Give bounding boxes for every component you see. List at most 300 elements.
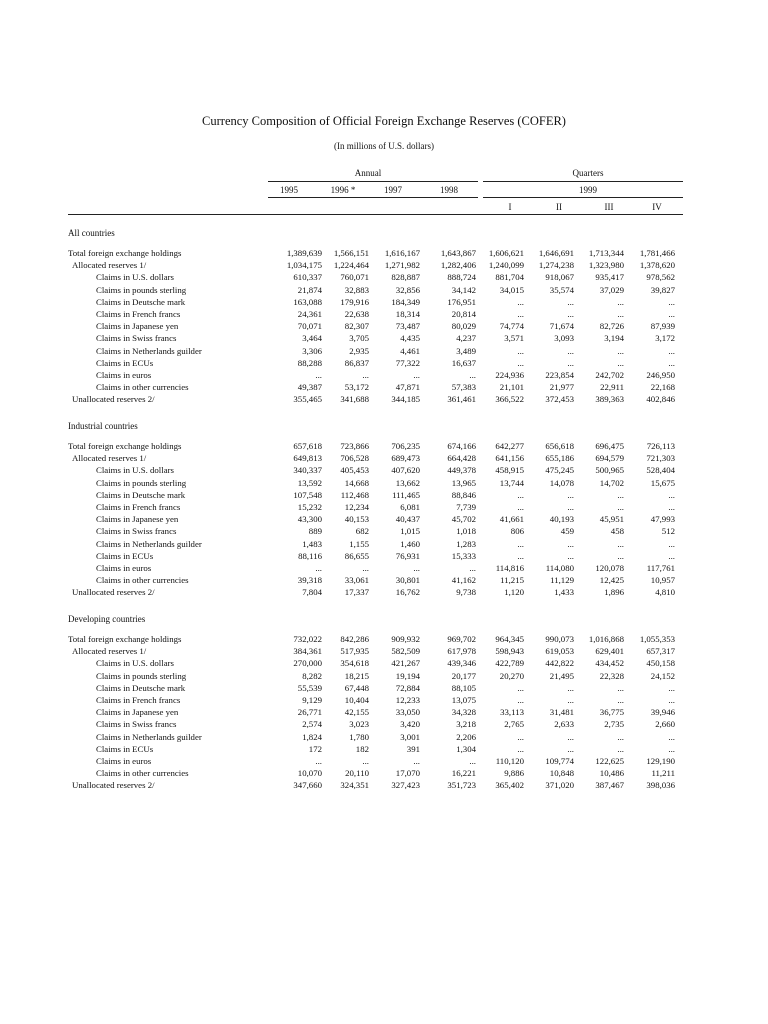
table-row: [68, 441, 683, 453]
row-label: Total foreign exchange holdings: [68, 634, 182, 644]
table-cell: 909,932: [391, 634, 420, 644]
table-cell: ...: [362, 756, 369, 766]
row-label: Claims in Netherlands guilder: [96, 538, 202, 549]
table-cell: ...: [617, 731, 624, 742]
table-cell: ...: [668, 309, 675, 319]
table-cell: 31,481: [549, 707, 574, 718]
table-cell: 2,660: [655, 719, 675, 730]
table-cell: 449,378: [447, 465, 476, 476]
table-cell: 37,029: [599, 284, 624, 295]
table-row: [68, 658, 683, 670]
table-cell: 176,951: [447, 296, 476, 307]
table-cell: 20,270: [499, 670, 524, 681]
table-cell: 1,283: [456, 538, 476, 549]
table-cell: 655,186: [545, 453, 574, 464]
table-cell: ...: [567, 357, 574, 368]
table-cell: 109,774: [545, 756, 574, 766]
table-cell: 629,401: [595, 646, 624, 657]
table-cell: ...: [315, 756, 322, 766]
table-cell: ...: [567, 695, 574, 705]
table-cell: ...: [668, 550, 675, 561]
table-cell: 458,915: [495, 465, 524, 476]
table-cell: 372,453: [545, 394, 574, 405]
table-cell: 341,688: [340, 394, 369, 405]
table-cell: ...: [567, 296, 574, 307]
table-cell: 246,950: [646, 370, 675, 380]
table-cell: 82,307: [344, 321, 369, 332]
table-cell: 978,562: [646, 272, 675, 283]
table-cell: 1,896: [604, 587, 624, 598]
row-label: Claims in Japanese yen: [96, 514, 179, 525]
table-row: [68, 707, 683, 719]
quarter-iv: IV: [652, 202, 662, 212]
section-title: All countries: [68, 228, 115, 238]
table-cell: 1,780: [349, 731, 369, 742]
table-cell: ...: [469, 756, 476, 766]
table-cell: 15,333: [451, 550, 476, 561]
table-cell: 22,168: [650, 382, 675, 393]
table-cell: 1,240,099: [488, 260, 524, 271]
table-cell: 33,050: [395, 707, 420, 718]
row-label: Claims in Swiss francs: [96, 526, 177, 537]
row-label: Claims in Japanese yen: [96, 707, 179, 718]
table-cell: 40,153: [344, 514, 369, 525]
quarters-rule: [483, 181, 683, 182]
table-cell: 20,814: [451, 309, 476, 319]
table-cell: 2,765: [504, 719, 524, 730]
table-cell: ...: [668, 502, 675, 512]
table-cell: 9,886: [504, 768, 524, 779]
table-row: [68, 756, 683, 768]
table-cell: 14,078: [549, 477, 574, 488]
table-cell: 2,633: [554, 719, 574, 730]
table-cell: 1,616,167: [384, 248, 420, 258]
table-row: [68, 551, 683, 563]
table-cell: 723,866: [340, 441, 369, 451]
table-cell: 40,193: [549, 514, 574, 525]
row-label: Allocated reserves 1/: [72, 453, 147, 464]
table-cell: 242,702: [595, 370, 624, 380]
table-cell: ...: [567, 550, 574, 561]
table-cell: 696,475: [595, 441, 624, 451]
table-cell: 17,070: [395, 768, 420, 779]
table-cell: 12,233: [395, 695, 420, 705]
row-label: Allocated reserves 1/: [72, 646, 147, 657]
table-cell: 129,190: [646, 756, 675, 766]
table-cell: 16,221: [451, 768, 476, 779]
table-cell: 8,282: [302, 670, 322, 681]
table-cell: 34,328: [451, 707, 476, 718]
table-cell: 22,911: [600, 382, 624, 393]
table-cell: 721,303: [646, 453, 675, 464]
table-cell: 1,120: [504, 587, 524, 598]
table-cell: 88,846: [451, 489, 476, 500]
section-title: Industrial countries: [68, 421, 138, 431]
table-cell: 20,177: [451, 670, 476, 681]
table-cell: 407,620: [391, 465, 420, 476]
table-row: [68, 526, 683, 538]
table-cell: 7,739: [456, 502, 476, 512]
table-cell: 55,539: [297, 682, 322, 693]
table-cell: 72,884: [395, 682, 420, 693]
table-cell: 355,465: [293, 394, 322, 405]
table-cell: 500,965: [595, 465, 624, 476]
table-cell: 18,314: [395, 309, 420, 319]
table-cell: 120,078: [595, 563, 624, 573]
table-cell: ...: [315, 370, 322, 380]
table-cell: 1,282,406: [440, 260, 476, 271]
table-cell: 610,337: [293, 272, 322, 283]
table-cell: 365,402: [495, 780, 524, 791]
table-cell: 405,453: [340, 465, 369, 476]
table-row: [68, 539, 683, 551]
table-cell: ...: [517, 731, 524, 742]
table-cell: ...: [617, 502, 624, 512]
row-label: Claims in other currencies: [96, 575, 189, 586]
table-cell: 2,206: [456, 731, 476, 742]
table-cell: 11,215: [500, 575, 524, 586]
table-cell: 1,433: [554, 587, 574, 598]
table-cell: 327,423: [391, 780, 420, 791]
row-label: Unallocated reserves 2/: [72, 587, 155, 598]
row-label: Claims in Deutsche mark: [96, 489, 186, 500]
table-cell: 67,448: [344, 682, 369, 693]
table-cell: 53,172: [344, 382, 369, 393]
table-row: [68, 514, 683, 526]
row-label: Claims in French francs: [96, 309, 181, 319]
table-cell: 21,495: [549, 670, 574, 681]
table-cell: 918,067: [545, 272, 574, 283]
table-cell: 3,172: [655, 333, 675, 344]
table-cell: 32,883: [344, 284, 369, 295]
row-label: Claims in U.S. dollars: [96, 465, 174, 476]
table-cell: 17,337: [344, 587, 369, 598]
table-cell: 732,022: [293, 634, 322, 644]
year-1995: 1995: [280, 185, 298, 195]
table-cell: ...: [668, 682, 675, 693]
table-row: [68, 465, 683, 477]
table-cell: 21,874: [297, 284, 322, 295]
table-cell: ...: [517, 743, 524, 754]
table-row: [68, 634, 683, 646]
table-cell: ...: [413, 756, 420, 766]
table-cell: 889: [308, 526, 322, 537]
table-cell: ...: [617, 538, 624, 549]
table-cell: 36,775: [599, 707, 624, 718]
table-cell: 34,015: [499, 284, 524, 295]
table-cell: ...: [517, 489, 524, 500]
row-label: Claims in euros: [96, 370, 152, 380]
table-row: [68, 563, 683, 575]
table-cell: 163,088: [293, 296, 322, 307]
table-cell: 1,483: [302, 538, 322, 549]
table-cell: 421,267: [391, 658, 420, 669]
table-cell: ...: [617, 309, 624, 319]
table-cell: 10,848: [549, 768, 574, 779]
table-row: [68, 683, 683, 695]
table-cell: 689,473: [391, 453, 420, 464]
table-cell: 2,735: [604, 719, 624, 730]
table-cell: 24,152: [650, 670, 675, 681]
table-row: [68, 671, 683, 683]
table-cell: 9,738: [456, 587, 476, 598]
table-cell: 114,816: [495, 563, 524, 573]
table-cell: 42,155: [344, 707, 369, 718]
table-cell: 642,277: [495, 441, 524, 451]
table-cell: 14,702: [599, 477, 624, 488]
row-label: Total foreign exchange holdings: [68, 441, 182, 451]
table-cell: ...: [517, 357, 524, 368]
table-cell: 224,936: [495, 370, 524, 380]
table-cell: 475,245: [545, 465, 574, 476]
table-cell: 26,771: [297, 707, 322, 718]
row-label: Claims in Netherlands guilder: [96, 731, 202, 742]
table-cell: 10,070: [297, 768, 322, 779]
table-cell: 39,946: [650, 707, 675, 718]
table-cell: 43,300: [297, 514, 322, 525]
table-cell: 649,813: [293, 453, 322, 464]
table-cell: 1,460: [400, 538, 420, 549]
table-cell: 1,646,691: [538, 248, 574, 258]
row-label: Claims in Deutsche mark: [96, 296, 186, 307]
table-row: [68, 333, 683, 345]
table-cell: ...: [469, 370, 476, 380]
table-cell: 1,323,980: [588, 260, 624, 271]
table-cell: 10,486: [599, 768, 624, 779]
table-cell: 110,120: [495, 756, 524, 766]
table-cell: 964,345: [495, 634, 524, 644]
table-cell: 111,465: [392, 489, 420, 500]
table-cell: 4,461: [400, 345, 420, 356]
table-cell: 1,606,621: [488, 248, 524, 258]
table-cell: 4,237: [456, 333, 476, 344]
table-cell: 13,662: [395, 477, 420, 488]
table-cell: 22,638: [344, 309, 369, 319]
table-cell: ...: [567, 682, 574, 693]
table-cell: 3,093: [554, 333, 574, 344]
table-row: [68, 768, 683, 780]
table-row: [68, 297, 683, 309]
table-row: [68, 780, 683, 792]
table-cell: 1,224,464: [333, 260, 369, 271]
table-cell: 15,675: [650, 477, 675, 488]
table-cell: 15,232: [297, 502, 322, 512]
table-cell: 39,318: [297, 575, 322, 586]
table-cell: 458: [610, 526, 624, 537]
table-cell: 422,789: [495, 658, 524, 669]
table-cell: 1,389,639: [286, 248, 322, 258]
table-cell: ...: [617, 489, 624, 500]
annual-rule: [268, 181, 478, 182]
table-cell: 694,579: [595, 453, 624, 464]
table-cell: 726,113: [646, 441, 675, 451]
table-cell: 617,978: [447, 646, 476, 657]
table-cell: 706,528: [340, 453, 369, 464]
table-cell: 657,317: [646, 646, 675, 657]
table-cell: 112,468: [340, 489, 369, 500]
table-cell: 935,417: [595, 272, 624, 283]
table-cell: ...: [617, 695, 624, 705]
table-cell: ...: [668, 489, 675, 500]
table-row: [68, 321, 683, 333]
table-cell: 1,271,982: [384, 260, 420, 271]
table-cell: 1,018: [456, 526, 476, 537]
table-cell: 3,023: [349, 719, 369, 730]
table-cell: 582,509: [391, 646, 420, 657]
table-cell: 398,036: [646, 780, 675, 791]
table-row: [68, 382, 683, 394]
table-cell: 3,571: [504, 333, 524, 344]
years-rule: [268, 197, 478, 198]
table-cell: ...: [668, 743, 675, 754]
table-cell: 18,215: [344, 670, 369, 681]
table-cell: ...: [517, 296, 524, 307]
table-cell: 1,015: [400, 526, 420, 537]
table-cell: 270,000: [293, 658, 322, 669]
row-label: Claims in ECUs: [96, 550, 154, 561]
table-cell: 45,702: [451, 514, 476, 525]
table-cell: 47,993: [650, 514, 675, 525]
table-cell: ...: [567, 309, 574, 319]
row-label: Claims in pounds sterling: [96, 477, 187, 488]
table-row: [68, 502, 683, 514]
table-cell: ...: [567, 743, 574, 754]
table-cell: ...: [617, 743, 624, 754]
table-cell: 1,155: [349, 538, 369, 549]
table-cell: 439,346: [447, 658, 476, 669]
table-cell: 80,029: [451, 321, 476, 332]
table-cell: 384,361: [293, 646, 322, 657]
table-cell: 49,387: [297, 382, 322, 393]
table-cell: ...: [517, 309, 524, 319]
table-cell: 881,704: [495, 272, 524, 283]
table-cell: 760,071: [340, 272, 369, 283]
table-cell: 402,846: [646, 394, 675, 405]
table-row: [68, 260, 683, 272]
table-cell: 88,105: [451, 682, 476, 693]
row-label: Unallocated reserves 2/: [72, 394, 155, 405]
table-row: [68, 272, 683, 284]
table-cell: ...: [567, 538, 574, 549]
table-cell: ...: [617, 296, 624, 307]
row-label: Claims in Swiss francs: [96, 333, 177, 344]
table-cell: 10,957: [650, 575, 675, 586]
row-label: Claims in U.S. dollars: [96, 658, 174, 669]
table-row: [68, 394, 683, 406]
table-row: [68, 248, 683, 260]
table-cell: 888,724: [447, 272, 476, 283]
table-cell: 682: [355, 526, 369, 537]
table-cell: 1,304: [456, 743, 476, 754]
table-cell: ...: [617, 345, 624, 356]
table-cell: 434,452: [595, 658, 624, 669]
row-label: Claims in French francs: [96, 695, 181, 705]
table-cell: 22,328: [599, 670, 624, 681]
table-cell: 88,288: [297, 357, 322, 368]
table-cell: 366,522: [495, 394, 524, 405]
table-cell: 86,837: [344, 357, 369, 368]
table-cell: ...: [617, 682, 624, 693]
table-cell: 664,428: [447, 453, 476, 464]
table-cell: ...: [362, 370, 369, 380]
table-cell: 41,162: [451, 575, 476, 586]
table-cell: ...: [668, 695, 675, 705]
row-label: Total foreign exchange holdings: [68, 248, 182, 258]
row-label: Claims in Netherlands guilder: [96, 345, 202, 356]
table-cell: 7,804: [302, 587, 322, 598]
table-row: [68, 453, 683, 465]
table-cell: 3,218: [456, 719, 476, 730]
table-cell: 391: [406, 743, 420, 754]
table-cell: 13,592: [297, 477, 322, 488]
table-cell: 459: [560, 526, 574, 537]
row-label: Claims in euros: [96, 756, 152, 766]
table-cell: 2,935: [349, 345, 369, 356]
table-cell: 35,574: [549, 284, 574, 295]
table-cell: 14,668: [344, 477, 369, 488]
table-row: [68, 490, 683, 502]
table-cell: ...: [668, 345, 675, 356]
table-cell: 1,016,868: [588, 634, 624, 644]
row-label: Claims in Deutsche mark: [96, 682, 186, 693]
quarter-iii: III: [604, 202, 614, 212]
table-cell: 1,566,151: [333, 248, 369, 258]
table-cell: 674,166: [447, 441, 476, 451]
table-cell: 354,618: [340, 658, 369, 669]
table-cell: 30,801: [395, 575, 420, 586]
table-cell: 389,363: [595, 394, 624, 405]
table-cell: 3,001: [400, 731, 420, 742]
table-cell: ...: [617, 357, 624, 368]
table-cell: 1,713,344: [588, 248, 624, 258]
table-cell: ...: [517, 538, 524, 549]
table-cell: 73,487: [395, 321, 420, 332]
table-cell: 114,080: [545, 563, 574, 573]
table-cell: 641,156: [495, 453, 524, 464]
row-label: Claims in euros: [96, 563, 152, 573]
table-cell: 76,931: [395, 550, 420, 561]
table-cell: 1,378,620: [639, 260, 675, 271]
table-cell: 387,467: [595, 780, 624, 791]
table-cell: 24,361: [297, 309, 322, 319]
table-cell: 57,383: [451, 382, 476, 393]
row-label: Claims in ECUs: [96, 357, 154, 368]
table-cell: 4,810: [655, 587, 675, 598]
year-1996: 1996 *: [330, 185, 356, 195]
table-cell: ...: [517, 345, 524, 356]
table-cell: 3,489: [456, 345, 476, 356]
table-cell: 13,965: [451, 477, 476, 488]
quarter-i: I: [508, 202, 512, 212]
table-cell: 828,887: [391, 272, 420, 283]
row-label: Claims in pounds sterling: [96, 284, 187, 295]
table-cell: ...: [517, 550, 524, 561]
table-cell: 1,055,353: [639, 634, 675, 644]
section-title: Developing countries: [68, 614, 146, 624]
table-cell: 41,661: [499, 514, 524, 525]
table-cell: 1,824: [302, 731, 322, 742]
quarters-year: 1999: [579, 185, 597, 195]
row-label: Claims in other currencies: [96, 768, 189, 779]
table-cell: 34,142: [451, 284, 476, 295]
row-label: Claims in other currencies: [96, 382, 189, 393]
table-cell: 11,211: [651, 768, 675, 779]
table-cell: 371,020: [545, 780, 574, 791]
table-cell: 40,437: [395, 514, 420, 525]
table-cell: 82,726: [599, 321, 624, 332]
page-subtitle: (In millions of U.S. dollars): [334, 141, 434, 151]
row-label: Claims in pounds sterling: [96, 670, 187, 681]
